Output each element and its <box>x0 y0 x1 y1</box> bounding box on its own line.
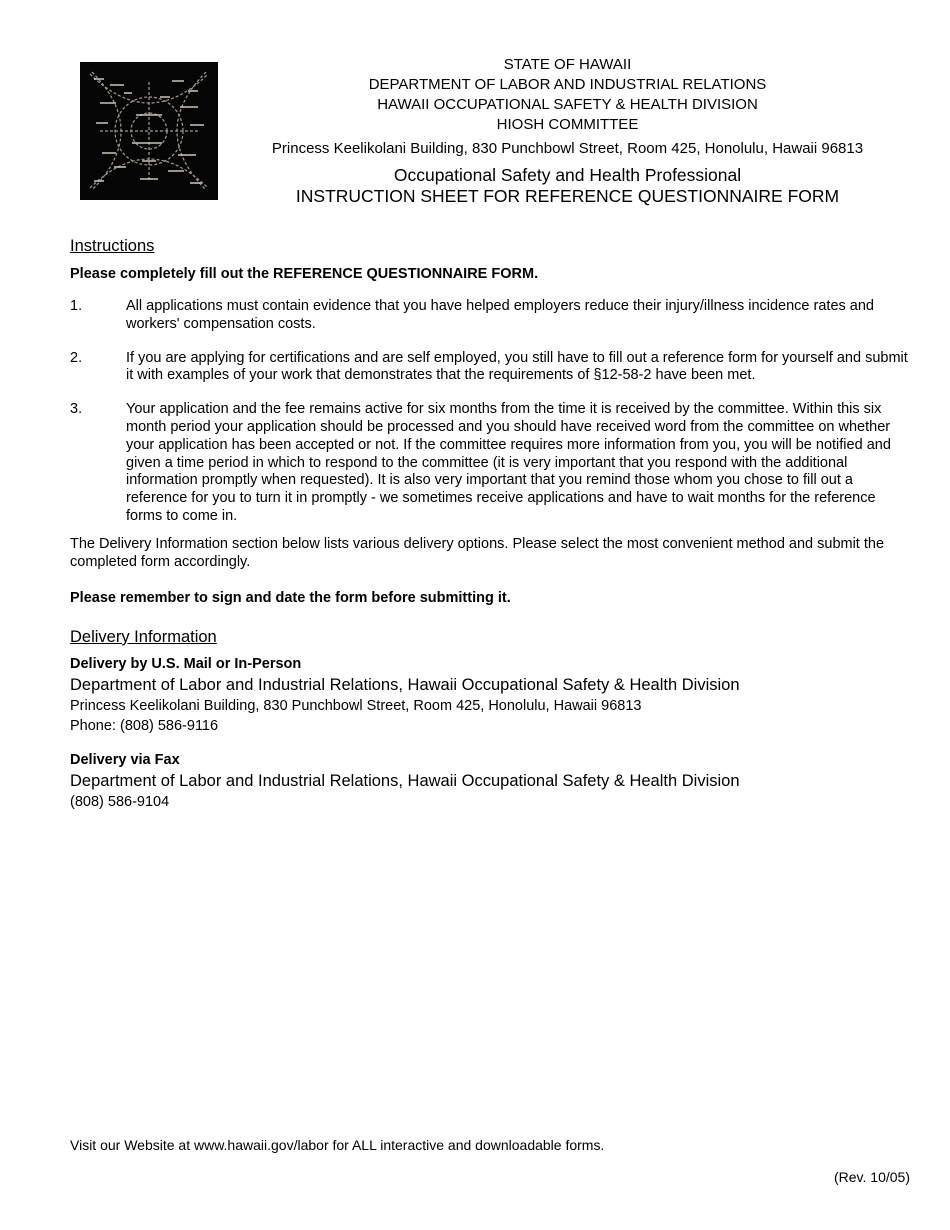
mail-phone: Phone: (808) 586-9116 <box>70 717 219 734</box>
delivery-note-prefix: The <box>70 535 100 552</box>
mail-address: Princess Keelikolani Building, 830 Punchbowl Street, Room 425, Honolulu, Hawaii 96813 <box>70 697 642 714</box>
instructions-lead: Please completely fill out the REFERENCE QUESTIONNAIRE FORM. <box>70 266 539 282</box>
main-content <box>70 235 915 812</box>
instructions-heading: Instructions <box>70 237 155 255</box>
delivery-note-suffix: section below lists various delivery options. Please select the most convenient method and submit the completed form accordingly. <box>70 535 885 570</box>
list-item-number: 1. <box>70 298 83 314</box>
fax-department: Department of Labor and Industrial Relations, Hawaii Occupational Safety & Health Division <box>70 771 740 790</box>
state-seal-icon <box>80 62 218 200</box>
list-item <box>70 350 915 386</box>
page-header <box>240 55 895 207</box>
list-item-text: Your application and the fee remains active for six months from the time it is received by the committee. Within this six month period your application should be processed and you should have received word from the committee on whether your application has been accepted or not. If the committee requires more information from you, you will be notified and given a time period in which to respond to the committee (it is very important that you respond with the additional information promptly when requested). It is also very important that you remind those whom you chose to fill out a reference for you to turn it in promptly - we sometimes receive applications and have to wait months for the reference forms to come in. <box>126 401 891 524</box>
mail-department: Department of Labor and Industrial Relations, Hawaii Occupational Safety & Health Division <box>70 675 740 694</box>
list-item <box>70 401 915 526</box>
agency-line-department: DEPARTMENT OF LABOR AND INDUSTRIAL RELATIONS <box>368 76 767 93</box>
list-item <box>70 298 915 334</box>
footer-revision: (Rev. 10/05) <box>834 1169 910 1185</box>
mail-delivery-heading: Delivery by U.S. Mail or In-Person <box>70 655 302 672</box>
delivery-note <box>70 535 915 571</box>
list-item-text: If you are applying for certifications and are self employed, you still have to fill out a reference form for yourself and submit it with examples of your work that demonstrates that the requirements of §12-58-2 have been met. <box>126 349 908 384</box>
header-address: Princess Keelikolani Building, 830 Punchbowl Street, Room 425, Honolulu, Hawaii 96813 <box>271 140 864 157</box>
agency-line-division: HAWAII OCCUPATIONAL SAFETY & HEALTH DIVISION <box>377 96 758 113</box>
sign-date-reminder: Please remember to sign and date the form before submitting it. <box>70 589 511 606</box>
fax-number: (808) 586-9104 <box>70 793 170 810</box>
spacer <box>70 736 915 744</box>
list-item-text: All applications must contain evidence that you have helped employers reduce their injury/illness incidence rates and workers' compensation costs. <box>126 298 874 332</box>
agency-line-committee: HIOSH COMMITTEE <box>496 116 639 133</box>
seal-graphic <box>80 62 218 200</box>
footer-website-note: Visit our Website at www.hawaii.gov/labor for ALL interactive and downloadable forms. <box>70 1137 605 1153</box>
delivery-heading: Delivery Information <box>70 627 217 646</box>
page-title: Occupational Safety and Health Professional <box>393 165 742 185</box>
instructions-list <box>70 298 915 526</box>
agency-line-state: STATE OF HAWAII <box>503 56 632 73</box>
page-subtitle: INSTRUCTION SHEET FOR REFERENCE QUESTIONNAIRE FORM <box>295 186 840 206</box>
list-item-number: 2. <box>70 349 83 366</box>
delivery-note-strong: Delivery Information <box>99 535 228 552</box>
list-item-number: 3. <box>70 401 83 418</box>
fax-delivery-heading: Delivery via Fax <box>70 751 180 768</box>
